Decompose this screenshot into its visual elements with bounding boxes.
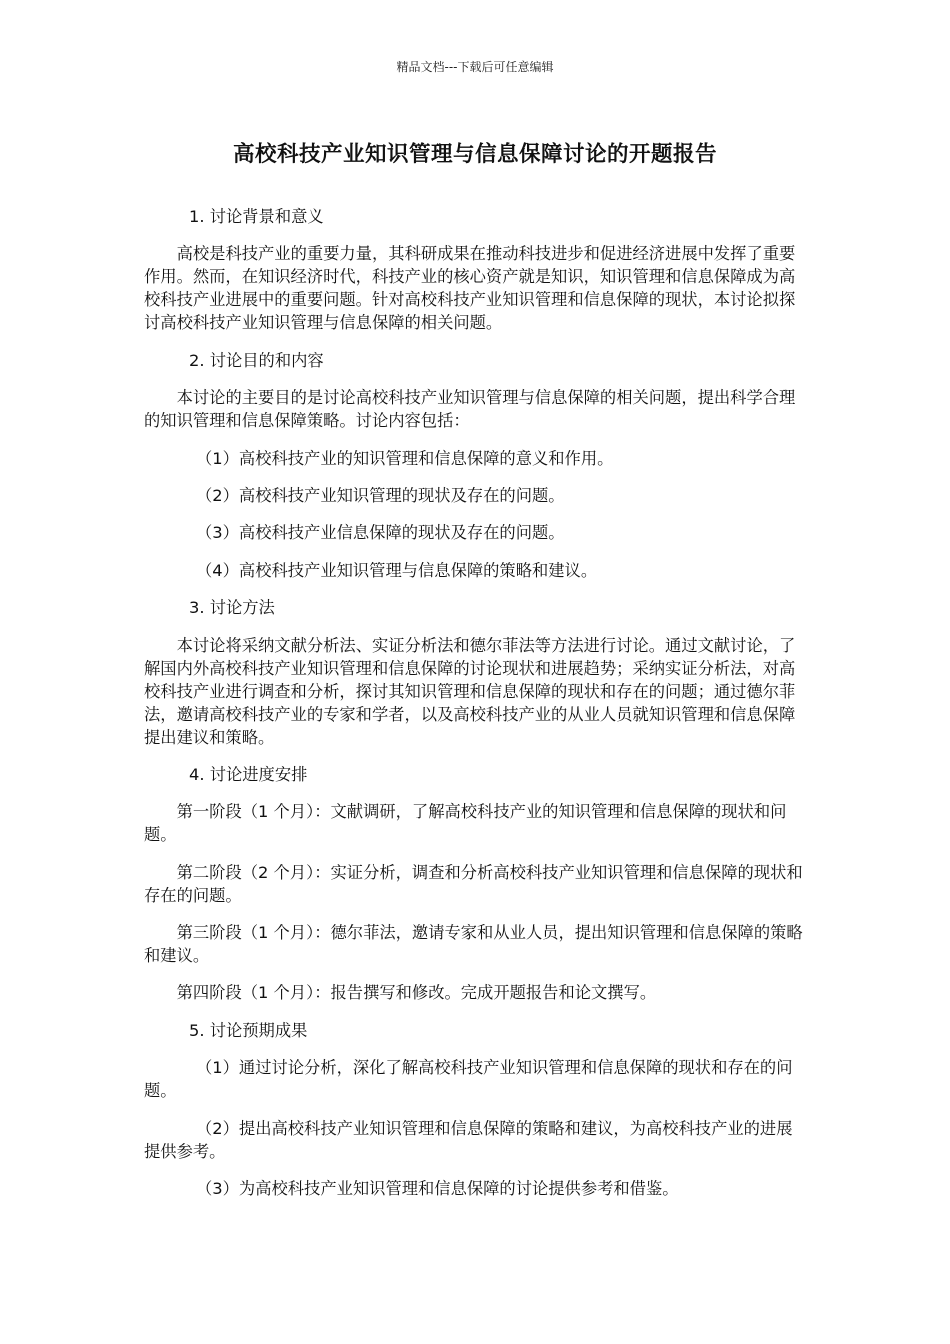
list-item: （3）为高校科技产业知识管理和信息保障的讨论提供参考和借鉴。 bbox=[196, 1179, 679, 1199]
list-item: （2）提出高校科技产业知识管理和信息保障的策略和建议，为高校科技产业的进展提供参考。 bbox=[144, 1118, 793, 1161]
list-item: （1）高校科技产业的知识管理和信息保障的意义和作用。 bbox=[196, 448, 614, 468]
paragraph: 本讨论的主要目的是讨论高校科技产业知识管理与信息保障的相关问题，提出科学合理的知识管理和信息保障策略。讨论内容包括： bbox=[144, 388, 796, 431]
paragraph: 本讨论将采纳文献分析法、实证分析法和德尔菲法等方法进行讨论。通过文献讨论，了解国内外高校科技产业知识管理和信息保障的讨论现状和进展趋势；采纳实证分析法，对高校科技产业进行调查和分析，探讨其知识管理和信息保障的现状和存在的问题；通过德尔菲法，邀请高校科技产业的专家和学者，以及高校科技产业的从业人员就知识管理和信息保障提出建议和策略。 bbox=[144, 635, 796, 747]
schedule-stage: 第三阶段（1 个月）：德尔菲法，邀请专家和从业人员，提出知识管理和信息保障的策略和建议。 bbox=[144, 923, 803, 966]
list-item: （1）通过讨论分析，深化了解高校科技产业知识管理和信息保障的现状和存在的问题。 bbox=[144, 1058, 793, 1101]
section-heading-3: 3. 讨论方法 bbox=[189, 598, 275, 618]
document-title: 高校科技产业知识管理与信息保障讨论的开题报告 bbox=[232, 142, 717, 167]
section-heading-2: 2. 讨论目的和内容 bbox=[189, 350, 324, 370]
list-item: （4）高校科技产业知识管理与信息保障的策略和建议。 bbox=[196, 560, 598, 580]
list-item: （3）高校科技产业信息保障的现状及存在的问题。 bbox=[196, 523, 565, 543]
section-heading-5: 5. 讨论预期成果 bbox=[189, 1020, 308, 1040]
schedule-stage: 第四阶段（1 个月）：报告撰写和修改。完成开题报告和论文撰写。 bbox=[176, 983, 657, 1003]
schedule-stage: 第二阶段（2 个月）：实证分析，调查和分析高校科技产业知识管理和信息保障的现状和存在的问题。 bbox=[144, 862, 803, 905]
paragraph: 高校是科技产业的重要力量，其科研成果在推动科技进步和促进经济进展中发挥了重要作用。然而，在知识经济时代，科技产业的核心资产就是知识，知识管理和信息保障成为高校科技产业进展中的重要问题。针对高校科技产业知识管理和信息保障的现状，本讨论拟探讨高校科技产业知识管理与信息保障的相关问题。 bbox=[144, 244, 796, 333]
page-header: 精品文档---下载后可任意编辑 bbox=[396, 60, 554, 74]
section-heading-4: 4. 讨论进度安排 bbox=[189, 764, 308, 784]
list-item: （2）高校科技产业知识管理的现状及存在的问题。 bbox=[196, 485, 565, 505]
section-heading-1: 1. 讨论背景和意义 bbox=[189, 207, 324, 226]
schedule-stage: 第一阶段（1 个月）：文献调研，了解高校科技产业的知识管理和信息保障的现状和问题。 bbox=[144, 802, 787, 845]
document-body bbox=[144, 205, 806, 1214]
